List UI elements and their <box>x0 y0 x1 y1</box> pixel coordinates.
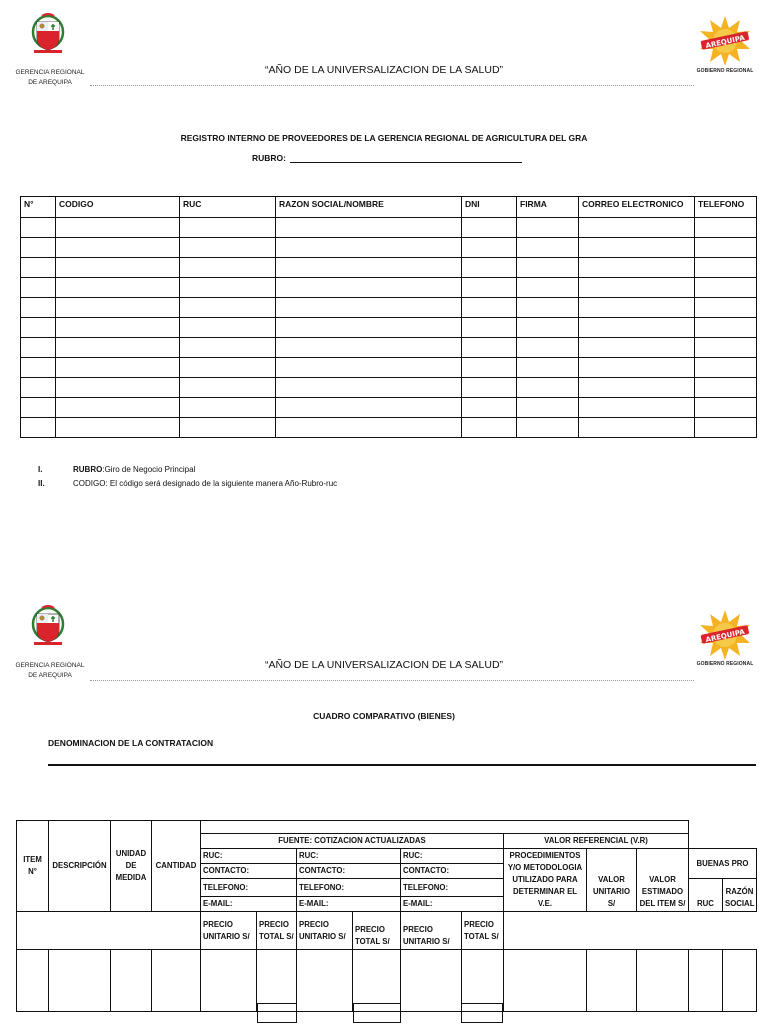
buenas-pro-ruc-header: RUC <box>689 879 723 912</box>
provider-cell <box>276 258 462 278</box>
providers-table <box>20 196 757 438</box>
provider-cell <box>56 378 180 398</box>
col-header-telefono: TELEFONO <box>695 197 757 218</box>
logo-word: AREQUIPA <box>704 627 746 645</box>
provider-cell <box>56 298 180 318</box>
provider-cell <box>462 338 517 358</box>
cell-valor-estimado <box>637 950 689 1012</box>
provider-cell <box>180 358 276 378</box>
provider-cell <box>56 358 180 378</box>
telefono-1-label: TELEFONO: <box>201 879 297 897</box>
provider-row <box>21 398 757 418</box>
valor-ref-top-spacer <box>504 821 689 834</box>
provider-cell <box>517 398 579 418</box>
provider-row <box>21 238 757 258</box>
provider-cell <box>695 238 757 258</box>
cmp-row-1 <box>17 821 757 834</box>
provider-cell <box>56 398 180 418</box>
cell-pu-3 <box>401 950 462 1012</box>
rubro-blank-line <box>290 154 522 163</box>
provider-cell <box>579 278 695 298</box>
valor-estimado-header: VALOR ESTIMADO DEL ITEM S/ <box>637 849 689 912</box>
cell-pu-1 <box>201 950 257 1012</box>
arequipa-sun-logo-icon <box>698 14 752 68</box>
cell-bp-ruc <box>689 950 723 1012</box>
provider-cell <box>180 318 276 338</box>
note-key: RUBRO <box>73 464 103 474</box>
provider-cell <box>21 378 56 398</box>
note-item <box>38 462 337 476</box>
ruc-3-label: RUC: <box>401 849 504 864</box>
valor-unitario-header: VALOR UNITARIO S/ <box>587 849 637 912</box>
provider-cell <box>579 418 695 438</box>
provider-cell <box>21 218 56 238</box>
provider-cell <box>56 218 180 238</box>
cuadro-title: CUADRO COMPARATIVO (BIENES) <box>313 711 455 721</box>
page-cuadro-comparativo <box>0 600 768 1024</box>
provider-cell <box>517 238 579 258</box>
descripcion-header: DESCRIPCIÓN <box>49 821 111 912</box>
left-spacer <box>17 912 201 950</box>
ruc-2-label: RUC: <box>297 849 401 864</box>
provider-cell <box>579 378 695 398</box>
gerencia-line-2: DE AREQUIPA <box>28 672 72 679</box>
provider-cell <box>180 278 276 298</box>
provider-cell <box>462 238 517 258</box>
total-box-2 <box>353 1003 401 1023</box>
provider-row <box>21 378 757 398</box>
provider-cell <box>180 398 276 418</box>
provider-cell <box>276 398 462 418</box>
provider-row <box>21 318 757 338</box>
cell-cantidad <box>152 950 201 1012</box>
col-header-codigo: CODIGO <box>56 197 180 218</box>
col-header-dni: DNI <box>462 197 517 218</box>
col-header-firma: FIRMA <box>517 197 579 218</box>
provider-cell <box>276 358 462 378</box>
buenas-pro-top-spacer <box>689 821 757 834</box>
provider-cell <box>276 378 462 398</box>
provider-cell <box>276 238 462 258</box>
peru-coat-of-arms-icon <box>28 12 68 56</box>
peru-coat-of-arms-icon <box>28 604 68 648</box>
notes-list <box>38 462 337 490</box>
provider-cell <box>462 378 517 398</box>
col-header-numero: N° <box>21 197 56 218</box>
provider-cell <box>462 218 517 238</box>
comparative-table <box>16 820 757 1012</box>
provider-cell <box>180 218 276 238</box>
gobierno-regional-label: GOBIERNO REGIONAL <box>696 68 754 74</box>
email-1-label: E-MAIL: <box>201 897 297 912</box>
provider-cell <box>579 238 695 258</box>
provider-cell <box>695 278 757 298</box>
provider-cell <box>276 318 462 338</box>
precio-total-1-header: PRECIO TOTAL S/ <box>257 912 297 950</box>
fuente-header: FUENTE: COTIZACION ACTUALIZADAS <box>201 834 504 849</box>
cell-bp-razon <box>723 950 757 1012</box>
provider-cell <box>21 298 56 318</box>
provider-cell <box>517 218 579 238</box>
note-item <box>38 476 337 490</box>
motto-underline <box>90 85 694 86</box>
provider-cell <box>579 218 695 238</box>
fuente-top-spacer <box>201 821 504 834</box>
email-3-label: E-MAIL: <box>401 897 504 912</box>
provider-cell <box>56 338 180 358</box>
provider-cell <box>695 258 757 278</box>
provider-cell <box>180 298 276 318</box>
provider-row <box>21 218 757 238</box>
note-number: II. <box>38 478 45 488</box>
note-separator: : <box>102 464 105 474</box>
motto-text: “AÑO DE LA UNIVERSALIZACION DE LA SALUD” <box>264 64 504 76</box>
rubro-label: RUBRO: <box>252 153 286 163</box>
col-header-razon-social: RAZON SOCIAL/NOMBRE <box>276 197 462 218</box>
provider-cell <box>462 358 517 378</box>
provider-cell <box>517 338 579 358</box>
provider-cell <box>21 358 56 378</box>
provider-cell <box>579 358 695 378</box>
precio-unitario-1-header: PRECIO UNITARIO S/ <box>201 912 257 950</box>
provider-cell <box>579 258 695 278</box>
provider-cell <box>517 258 579 278</box>
contacto-1-label: CONTACTO: <box>201 864 297 879</box>
provider-cell <box>56 418 180 438</box>
item-header: ITEM N° <box>17 821 49 912</box>
provider-cell <box>180 258 276 278</box>
col-header-ruc: RUC <box>180 197 276 218</box>
precio-total-2-header: PRECIO TOTAL S/ <box>353 912 401 950</box>
provider-cell <box>462 318 517 338</box>
logo-word: AREQUIPA <box>704 33 746 51</box>
provider-cell <box>579 318 695 338</box>
telefono-3-label: TELEFONO: <box>401 879 504 897</box>
cell-valor-unitario <box>587 950 637 1012</box>
provider-cell <box>695 218 757 238</box>
provider-row <box>21 298 757 318</box>
precio-total-3-header: PRECIO TOTAL S/ <box>462 912 504 950</box>
provider-cell <box>180 338 276 358</box>
provider-cell <box>276 298 462 318</box>
contacto-2-label: CONTACTO: <box>297 864 401 879</box>
unidad-header: UNIDAD DE MEDIDA <box>111 821 152 912</box>
provider-cell <box>21 318 56 338</box>
provider-cell <box>517 278 579 298</box>
provider-cell <box>462 418 517 438</box>
provider-cell <box>695 378 757 398</box>
provider-cell <box>21 258 56 278</box>
ruc-1-label: RUC: <box>201 849 297 864</box>
gerencia-line-2: DE AREQUIPA <box>28 79 72 86</box>
cell-descripcion <box>49 950 111 1012</box>
motto-text: “AÑO DE LA UNIVERSALIZACION DE LA SALUD” <box>264 659 504 671</box>
gerencia-line-1: GERENCIA REGIONAL <box>15 662 85 669</box>
contacto-3-label: CONTACTO: <box>401 864 504 879</box>
provider-cell <box>579 398 695 418</box>
note-text: Giro de Negocio Principal <box>104 464 196 474</box>
total-box-1 <box>257 1003 297 1023</box>
provider-cell <box>695 298 757 318</box>
provider-cell <box>56 278 180 298</box>
precio-unitario-3-header: PRECIO UNITARIO S/ <box>401 912 462 950</box>
provider-cell <box>695 418 757 438</box>
email-2-label: E-MAIL: <box>297 897 401 912</box>
provider-row <box>21 278 757 298</box>
registro-title: REGISTRO INTERNO DE PROVEEDORES DE LA GERENCIA REGIONAL DE AGRICULTURA DEL GRA <box>180 133 588 143</box>
provider-cell <box>517 418 579 438</box>
cell-pu-2 <box>297 950 353 1012</box>
provider-cell <box>695 358 757 378</box>
cell-item <box>17 950 49 1012</box>
buenas-pro-header: BUENAS PRO <box>689 849 757 879</box>
provider-cell <box>56 318 180 338</box>
buenas-pro-spacer <box>689 834 757 849</box>
note-text: CODIGO: El código será designado de la siguiente manera Año-Rubro-ruc <box>73 478 338 488</box>
provider-cell <box>21 238 56 258</box>
telefono-2-label: TELEFONO: <box>297 879 401 897</box>
motto-underline <box>90 680 694 681</box>
valor-referencial-header: VALOR REFERENCIAL (V.R) <box>504 834 689 849</box>
provider-cell <box>462 258 517 278</box>
provider-cell <box>276 418 462 438</box>
provider-cell <box>579 338 695 358</box>
provider-cell <box>695 318 757 338</box>
provider-cell <box>276 338 462 358</box>
gobierno-regional-label: GOBIERNO REGIONAL <box>696 661 754 667</box>
provider-cell <box>21 278 56 298</box>
denominacion-line <box>48 764 756 766</box>
note-number: I. <box>38 464 43 474</box>
provider-row <box>21 418 757 438</box>
provider-cell <box>517 318 579 338</box>
precio-unitario-2-header: PRECIO UNITARIO S/ <box>297 912 353 950</box>
provider-cell <box>462 278 517 298</box>
provider-cell <box>695 338 757 358</box>
provider-cell <box>276 218 462 238</box>
provider-cell <box>517 378 579 398</box>
denominacion-label: DENOMINACION DE LA CONTRATACION <box>48 738 214 748</box>
provider-cell <box>695 398 757 418</box>
provider-cell <box>462 298 517 318</box>
rubro-field <box>252 153 522 163</box>
buenas-pro-razon-header: RAZÓN SOCIAL <box>723 879 757 912</box>
procedimientos-header: PROCEDIMIENTOS Y/O METODOLOGIA UTILIZADO PARA DETERMINAR EL V.E. <box>504 849 587 912</box>
provider-row <box>21 358 757 378</box>
provider-cell <box>21 418 56 438</box>
provider-cell <box>21 338 56 358</box>
provider-cell <box>462 398 517 418</box>
provider-cell <box>56 238 180 258</box>
provider-cell <box>180 378 276 398</box>
provider-cell <box>579 298 695 318</box>
provider-cell <box>180 418 276 438</box>
cantidad-header: CANTIDAD <box>152 821 201 912</box>
cmp-row-precios <box>17 912 757 950</box>
col-header-correo: CORREO ELECTRONICO <box>579 197 695 218</box>
provider-cell <box>21 398 56 418</box>
providers-header-row <box>21 197 757 218</box>
cell-procedimientos <box>504 950 587 1012</box>
provider-cell <box>517 358 579 378</box>
gerencia-line-1: GERENCIA REGIONAL <box>15 69 85 76</box>
provider-cell <box>276 278 462 298</box>
right-spacer <box>504 912 757 950</box>
arequipa-sun-logo-icon <box>698 608 752 662</box>
cell-unidad <box>111 950 152 1012</box>
provider-cell <box>56 258 180 278</box>
provider-cell <box>180 238 276 258</box>
provider-cell <box>517 298 579 318</box>
provider-row <box>21 338 757 358</box>
total-box-3 <box>461 1003 503 1023</box>
provider-row <box>21 258 757 278</box>
